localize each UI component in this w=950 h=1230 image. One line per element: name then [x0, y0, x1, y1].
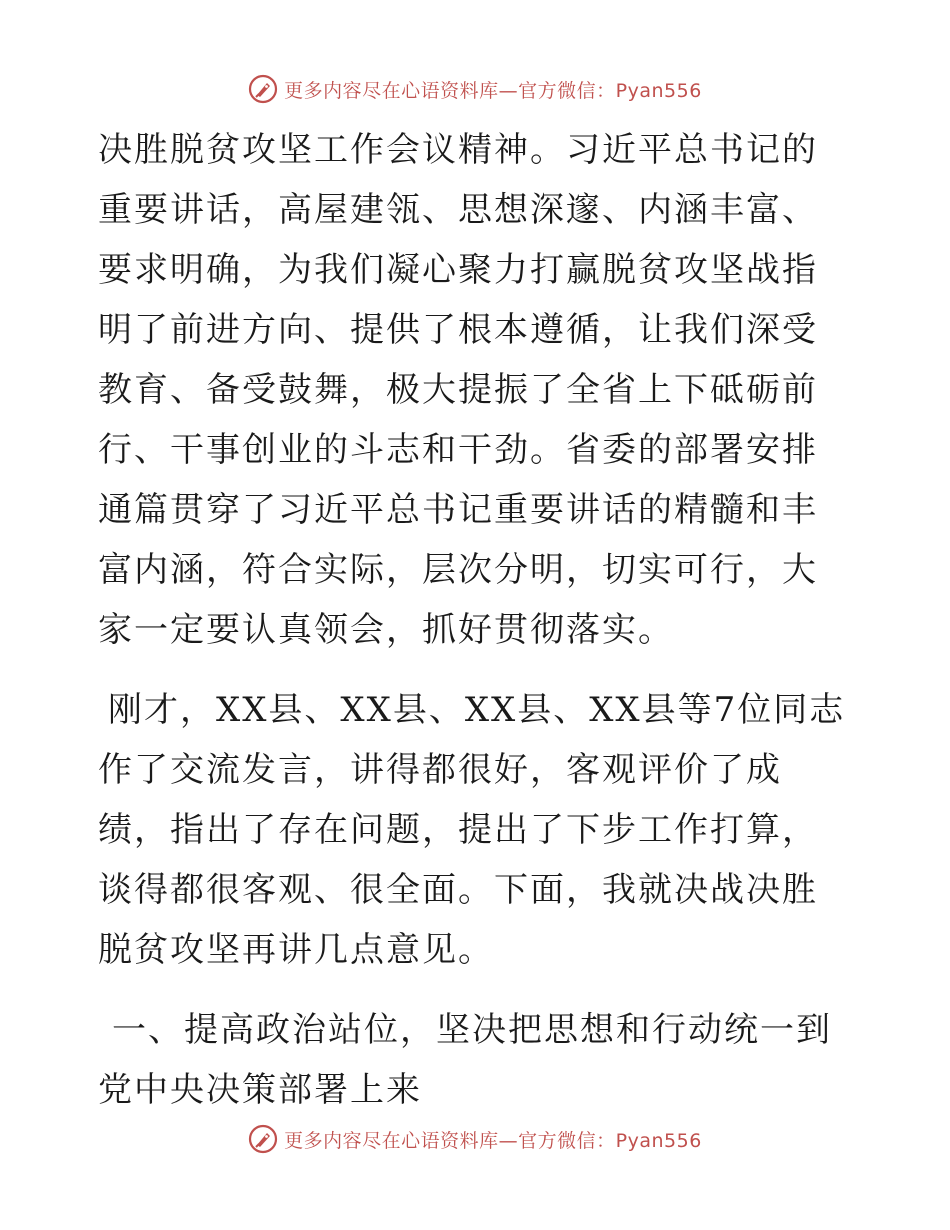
section-heading-1-text: 一、提高政治站位，坚决把思想和行动统一到党中央决策部署上来	[98, 1010, 832, 1110]
document-body	[98, 120, 853, 1120]
footer-watermark	[0, 1124, 950, 1154]
paragraph-2	[98, 680, 853, 980]
paragraph-1	[98, 120, 853, 660]
header-watermark	[0, 74, 950, 104]
pen-nib-logo-icon	[248, 1124, 278, 1154]
paragraph-2-text: 刚才，XX县、XX县、XX县、XX县等7位同志作了交流发言，讲得都很好，客观评价了成绩，指出了存在问题，提出了下步工作打算，谈得都很客观、很全面。下面，我就决战决胜脱贫攻坚再讲几点意见。	[98, 690, 846, 970]
pen-nib-logo-icon	[248, 74, 278, 104]
section-heading-1	[98, 1000, 853, 1120]
watermark-text: 更多内容尽在心语资料库—官方微信：Pyan556	[284, 79, 702, 102]
paragraph-1-text: 决胜脱贫攻坚工作会议精神。习近平总书记的重要讲话，高屋建瓴、思想深邃、内涵丰富、要求明确，为我们凝心聚力打赢脱贫攻坚战指明了前进方向、提供了根本遵循，让我们深受教育、备受鼓舞，极大提振了全省上下砥砺前行、干事创业的斗志和干劲。省委的部署安排通篇贯穿了习近平总书记重要讲话的精髓和丰富内涵，符合实际，层次分明，切实可行，大家一定要认真领会，抓好贯彻落实。	[98, 130, 818, 650]
watermark-text: 更多内容尽在心语资料库—官方微信：Pyan556	[284, 1129, 702, 1152]
